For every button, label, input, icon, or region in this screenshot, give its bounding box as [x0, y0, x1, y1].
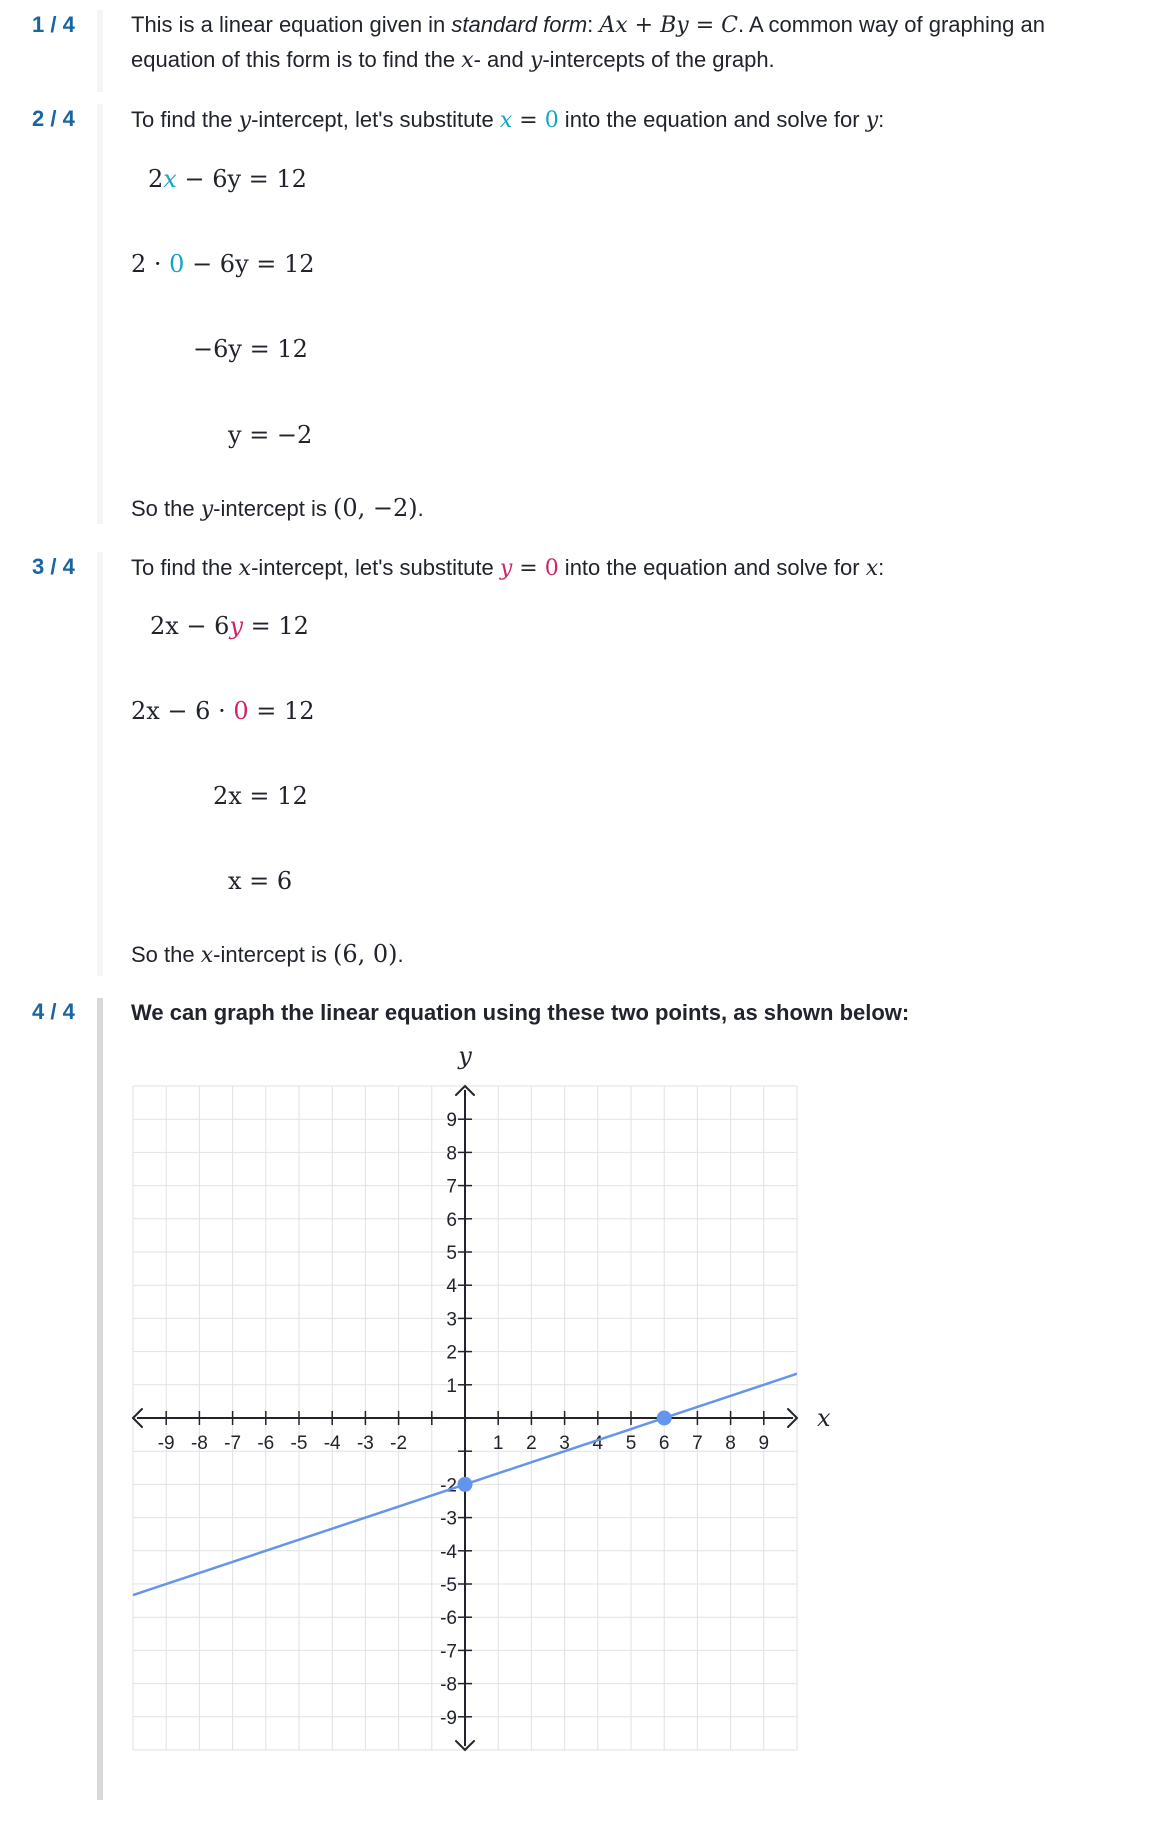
x-tick-label: 4 [592, 1433, 604, 1454]
x-tick-label: -8 [190, 1433, 208, 1454]
x-axis-label: x [817, 1404, 831, 1432]
step3-equation-4: x = 6 [228, 867, 293, 895]
step-rail-1 [97, 10, 103, 92]
step-label-3[interactable]: 3 / 4 [32, 554, 75, 579]
y-tick-label: -8 [440, 1674, 457, 1696]
y-tick-label: -5 [440, 1575, 457, 1596]
x-tick-label: 7 [692, 1433, 703, 1454]
step2-conclusion: So the y-intercept is (0, −2). [131, 494, 424, 522]
x-tick-label: -7 [224, 1433, 242, 1454]
x-tick-label: 6 [658, 1433, 670, 1454]
x-tick-label: 5 [625, 1433, 637, 1454]
x-tick-label: -3 [356, 1433, 374, 1454]
step3-equation-1: 2x − 6y = 12 [150, 612, 309, 640]
step2-equation-1: 2x − 6y = 12 [148, 165, 307, 193]
y-tick-label: 6 [446, 1209, 457, 1231]
x-tick-label: -4 [323, 1433, 341, 1454]
x-tick-label: 1 [492, 1433, 504, 1454]
step-rail-4 [97, 998, 103, 1800]
step-label-2[interactable]: 2 / 4 [32, 106, 75, 131]
y-tick-label: -4 [440, 1541, 457, 1563]
coordinate-graph [110, 1042, 831, 1800]
y-axis-label: y [458, 1042, 472, 1070]
standard-form-equation: Ax + By = C [599, 13, 738, 38]
step2-intro: To find the y-intercept, let's substitute x = 0 into the equation and solve for y: [131, 107, 885, 133]
x-tick-label: 8 [725, 1433, 736, 1454]
step3-equation-3: 2x = 12 [213, 782, 308, 810]
step2-equation-4: y = −2 [228, 421, 313, 449]
step3-equation-2: 2x − 6 · 0 = 12 [131, 697, 315, 725]
y-tick-label: 8 [446, 1143, 457, 1165]
y-tick-label: 2 [446, 1342, 457, 1364]
y-tick-label: 3 [446, 1309, 457, 1331]
x-intercept-point [657, 1411, 672, 1426]
step4-text: We can graph the linear equation using these two points, as shown below: [131, 1000, 910, 1025]
standard-form-term: standard form [451, 12, 588, 37]
x-tick-label: -2 [390, 1433, 408, 1454]
x-tick-label: -9 [157, 1433, 175, 1454]
y-tick-label: -3 [440, 1508, 457, 1530]
step-label-1[interactable]: 1 / 4 [32, 12, 75, 37]
step2-equation-2: 2 · 0 − 6y = 12 [131, 250, 315, 278]
step3-intro: To find the x-intercept, let's substitute y = 0 into the equation and solve for x: [131, 555, 885, 581]
y-tick-label: 1 [446, 1375, 457, 1397]
y-tick-label: 9 [446, 1110, 457, 1132]
y-tick-label: 7 [446, 1176, 457, 1198]
x-tick-label: 9 [758, 1433, 770, 1454]
step-rail-3 [97, 552, 103, 976]
x-tick-label: 2 [526, 1433, 537, 1454]
x-tick-label: 3 [559, 1433, 570, 1454]
y-tick-label: 5 [446, 1243, 457, 1264]
y-tick-label: -2 [440, 1475, 457, 1497]
x-tick-label: -6 [257, 1433, 275, 1454]
step3-conclusion: So the x-intercept is (6, 0). [131, 940, 404, 968]
y-intercept-point [458, 1477, 473, 1492]
x-tick-label: -5 [290, 1433, 308, 1454]
step-label-4[interactable]: 4 / 4 [32, 999, 75, 1024]
step2-equation-3: −6y = 12 [193, 335, 308, 363]
y-tick-label: -9 [440, 1707, 457, 1729]
step-rail-2 [97, 104, 103, 524]
y-tick-label: -7 [440, 1641, 457, 1663]
y-tick-label: -6 [440, 1608, 457, 1630]
y-tick-label: 4 [446, 1276, 457, 1298]
step1-paragraph: This is a linear equation given in standard form: Ax + By = C. A common way of graphing an equation of this form is to find the x- and y-intercepts of the graph. [131, 12, 1045, 73]
